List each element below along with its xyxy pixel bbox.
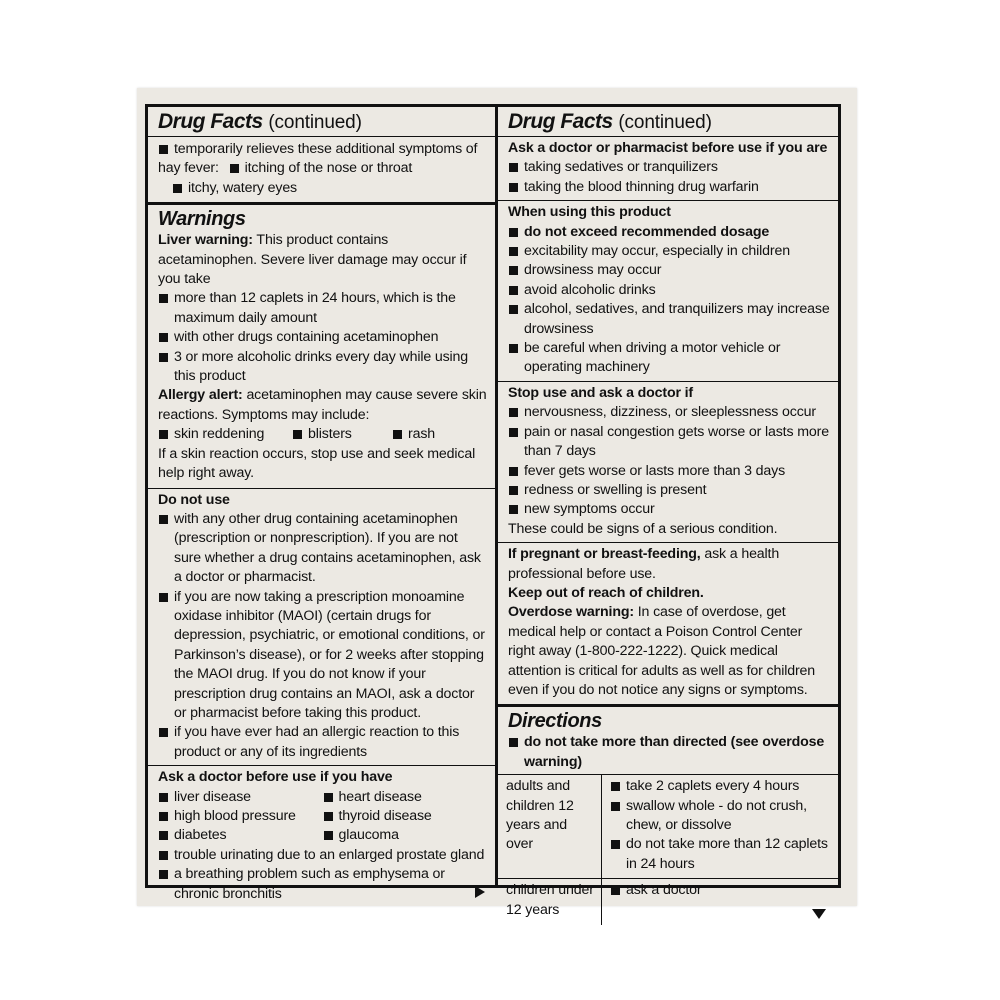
age-group: adults and children 12 years and over: [498, 775, 602, 878]
stop-use-item: pain or nasal congestion gets worse or lasts more than 7 days: [508, 423, 830, 462]
liver-warning-label: Liver warning:: [158, 232, 253, 249]
drug-facts-heading-right: [508, 109, 830, 136]
ask-pharmacist-title: Ask a doctor or pharmacist before use if you are: [508, 140, 828, 156]
directions-row: [498, 774, 838, 878]
ask-pharmacist-item: taking the blood thinning drug warfarin: [508, 178, 830, 197]
left-column: [148, 107, 495, 902]
ask-doctor-title: Ask a doctor before use if you have: [158, 769, 393, 786]
liver-warning-item: with other drugs containing acetaminophen: [158, 328, 487, 347]
overdose-warning-text: In case of overdose, get medical help or contact a Poison Control Center right away (1-800-222-1222). Quick medical attention is critical for adults as well as for children even if you do not notice any signs or symptoms.: [508, 604, 816, 698]
allergy-symptom: rash: [392, 425, 435, 444]
when-using-item: be careful when driving a motor vehicle or operating machinery: [508, 339, 830, 378]
stop-use-item: nervousness, dizziness, or sleeplessness occur: [508, 403, 830, 422]
condition-item: diabetes: [158, 826, 226, 845]
ask-doctor-section: [148, 766, 495, 904]
drug-facts-title: Drug Facts: [158, 110, 263, 133]
stop-use-section: [498, 382, 838, 543]
overdose-warning-label: Overdose warning:: [508, 604, 634, 621]
stop-use-title: Stop use and ask a doctor if: [508, 384, 694, 401]
continued-label: (continued): [618, 112, 712, 133]
keep-out-of-reach: Keep out of reach of children.: [508, 584, 704, 601]
stop-use-item: new symptoms occur: [508, 500, 830, 519]
dosage-item: do not take more than 12 caplets in 24 hours: [610, 835, 834, 874]
warnings-section: [148, 205, 495, 488]
dosage-item: ask a doctor: [610, 881, 834, 900]
uses-item: itching of the nose or throat: [229, 159, 413, 178]
condition-item: heart disease: [323, 788, 422, 807]
condition-item: thyroid disease: [323, 807, 432, 826]
liver-warning-item: more than 12 caplets in 24 hours, which is the maximum daily amount: [158, 289, 487, 328]
stop-use-note: These could be signs of a serious condition.: [508, 520, 778, 537]
when-using-section: [498, 201, 838, 382]
when-using-title: When using this product: [508, 204, 671, 221]
drug-facts-panel: [145, 104, 841, 918]
warnings-title: Warnings: [158, 208, 246, 231]
stop-use-item: redness or swelling is present: [508, 481, 830, 500]
when-using-item: do not exceed recommended dosage: [508, 223, 830, 242]
allergy-symptom: skin reddening: [158, 425, 292, 444]
do-not-use-item: with any other drug containing acetaminophen (prescription or nonprescription). If you are not sure whether a drug contains acetaminophen, ask a doctor or pharmacist.: [158, 510, 487, 588]
do-not-use-title: Do not use: [158, 491, 230, 508]
directions-row: [498, 878, 838, 925]
directions-title: Directions: [508, 710, 602, 733]
when-using-item: alcohol, sedatives, and tranquilizers may increase drowsiness: [508, 300, 830, 339]
directions-warning: do not take more than directed (see overdose warning): [508, 733, 830, 772]
liver-warning-text: This product contains acetaminophen. Severe liver damage may occur if you take: [158, 232, 467, 288]
when-using-item: drowsiness may occur: [508, 261, 694, 280]
allergy-alert-instruction: If a skin reaction occurs, stop use and seek medical help right away.: [158, 445, 476, 482]
when-using-item: excitability may occur, especially in children: [508, 242, 830, 261]
liver-warning-item: 3 or more alcoholic drinks every day while using this product: [158, 348, 487, 387]
do-not-use-section: [148, 489, 495, 767]
when-using-item: avoid alcoholic drinks: [508, 281, 656, 300]
do-not-use-item: if you have ever had an allergic reaction to this product or any of its ingredients: [158, 723, 487, 762]
continued-label: (continued): [268, 112, 362, 133]
hay-fever-label: hay fever:: [158, 160, 219, 177]
uses-item: itchy, watery eyes: [172, 179, 487, 198]
condition-item: high blood pressure: [158, 807, 296, 826]
dosage-item: take 2 caplets every 4 hours: [610, 777, 834, 796]
allergy-alert-label: Allergy alert:: [158, 387, 243, 404]
continue-arrow-icon: [812, 909, 826, 919]
dosage-item: swallow whole - do not crush, chew, or dissolve: [610, 797, 834, 836]
pregnancy-text: ask a health professional before use.: [508, 546, 780, 582]
pregnancy-overdose-section: [498, 543, 838, 707]
do-not-use-item: if you are now taking a prescription monoamine oxidase inhibitor (MAOI) (certain drugs for depression, psychiatric, or emotional conditions, or Parkinson’s disease), or for 2 weeks after stopping the MAOI drug. If you do not know if your prescription drug contains an MAOI, ask a doctor or pharmacist before taking this product.: [158, 588, 487, 724]
continue-arrow-icon: [475, 886, 485, 898]
drug-facts-title: Drug Facts: [508, 110, 613, 133]
ask-pharmacist-section: [498, 137, 838, 201]
allergy-symptom: blisters: [292, 425, 392, 444]
right-column: [498, 107, 838, 918]
uses-item: temporarily relieves these additional symptoms of: [158, 140, 487, 159]
directions-section: [498, 707, 838, 925]
drug-facts-heading-left: [158, 109, 487, 136]
condition-item: a breathing problem such as emphysema or chronic bronchitis: [158, 865, 487, 904]
condition-item: trouble urinating due to an enlarged prostate gland: [158, 846, 487, 865]
uses-section: [148, 137, 495, 205]
condition-item: glaucoma: [323, 826, 399, 845]
allergy-alert-text: acetaminophen may cause severe skin reactions. Symptoms may include:: [158, 387, 487, 423]
stop-use-item: fever gets worse or lasts more than 3 days: [508, 462, 830, 481]
pregnancy-label: If pregnant or breast-feeding,: [508, 546, 701, 563]
ask-pharmacist-item: taking sedatives or tranquilizers: [508, 158, 830, 177]
condition-item: liver disease: [158, 788, 251, 807]
age-group: children under 12 years: [498, 879, 602, 925]
